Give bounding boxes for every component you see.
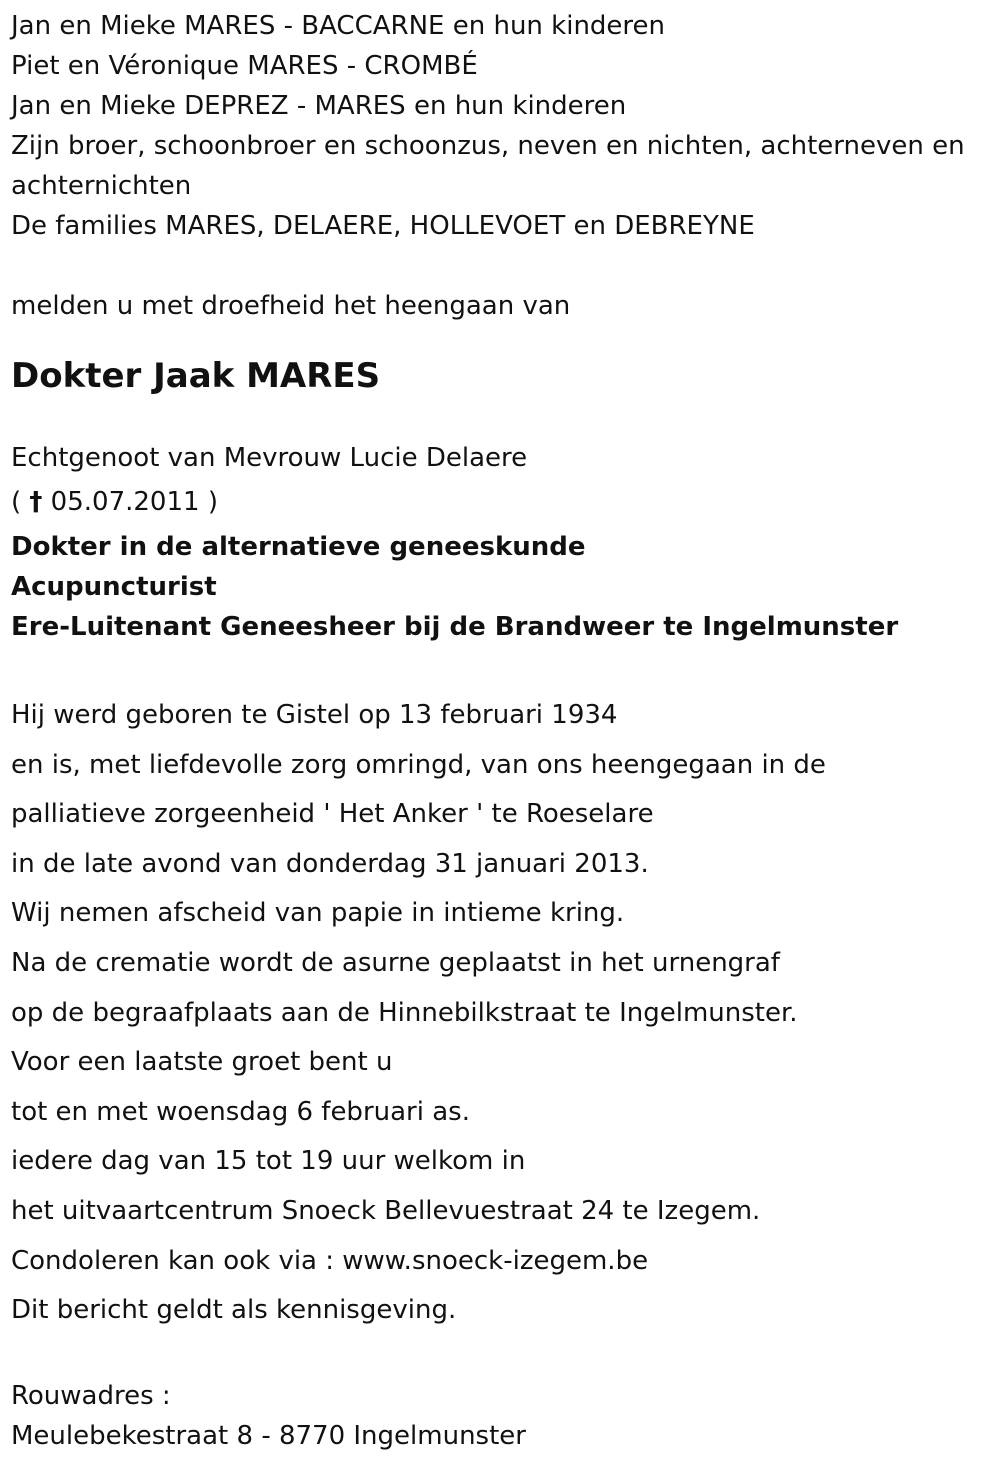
narrative [11,691,1000,1336]
address-label: Rouwadres : [11,1380,171,1411]
narrative-line: iedere dag van 15 tot 19 uur welkom in [11,1146,526,1177]
family-line: Piet en Véronique MARES - CROMBÉ [11,51,478,81]
announcement: melden u met droefheid het heengaan van [11,291,571,321]
spouse-line: Echtgenoot van Mevrouw Lucie Delaere [11,443,528,473]
family-line: De families MARES, DELAERE, HOLLEVOET en DEBREYNE [11,211,755,241]
narrative-line: Wij nemen afscheid van papie in intieme kring. [11,898,625,929]
family-list [11,6,1000,246]
spouse-death-line [11,478,1000,527]
spouse-block [11,438,1000,527]
family-line: Zijn broer, schoonbroer en schoonzus, neven en nichten, achterneven en achternichten [11,131,965,201]
narrative-line: palliatieve zorgeenheid ' Het Anker ' te Roeselare [11,799,654,830]
title-line: Acupuncturist [11,572,217,602]
spacer [11,246,1000,286]
family-line: Jan en Mieke MARES - BACCARNE en hun kinderen [11,11,666,41]
narrative-line: Na de crematie wordt de asurne geplaatst in het urnengraf [11,947,780,978]
deceased-name: Dokter Jaak MARES [11,356,381,396]
title-line: Ere-Luitenant Geneesheer bij de Brandweer te Ingelmunster [11,612,899,642]
title-line: Dokter in de alternatieve geneeskunde [11,532,586,562]
narrative-line: het uitvaartcentrum Snoeck Bellevuestraat 24 te Izegem. [11,1195,761,1226]
narrative-line: Hij werd geboren te Gistel op 13 februari 1934 [11,700,618,730]
mourning-address [11,1376,1000,1456]
narrative-line: Voor een laatste groet bent u [11,1047,393,1078]
narrative-line: tot en met woensdag 6 februari as. [11,1096,470,1127]
titles-list [11,527,1000,647]
paren-open: ( [11,487,30,517]
address-value: Meulebekestraat 8 - 8770 Ingelmunster [11,1420,526,1451]
narrative-line: Condoleren kan ook via : www.snoeck-izegem.be [11,1245,649,1276]
narrative-line: en is, met liefdevolle zorg omringd, van ons heengegaan in de [11,749,826,780]
cross-icon: † [29,487,43,517]
narrative-line: Dit bericht geldt als kennisgeving. [11,1295,457,1326]
narrative-line: in de late avond van donderdag 31 januari 2013. [11,848,649,879]
family-line: Jan en Mieke DEPREZ - MARES en hun kinderen [11,91,627,121]
narrative-line: op de begraafplaats aan de Hinnebilkstraat te Ingelmunster. [11,997,798,1028]
spouse-death-date: 05.07.2011 ) [42,487,218,517]
